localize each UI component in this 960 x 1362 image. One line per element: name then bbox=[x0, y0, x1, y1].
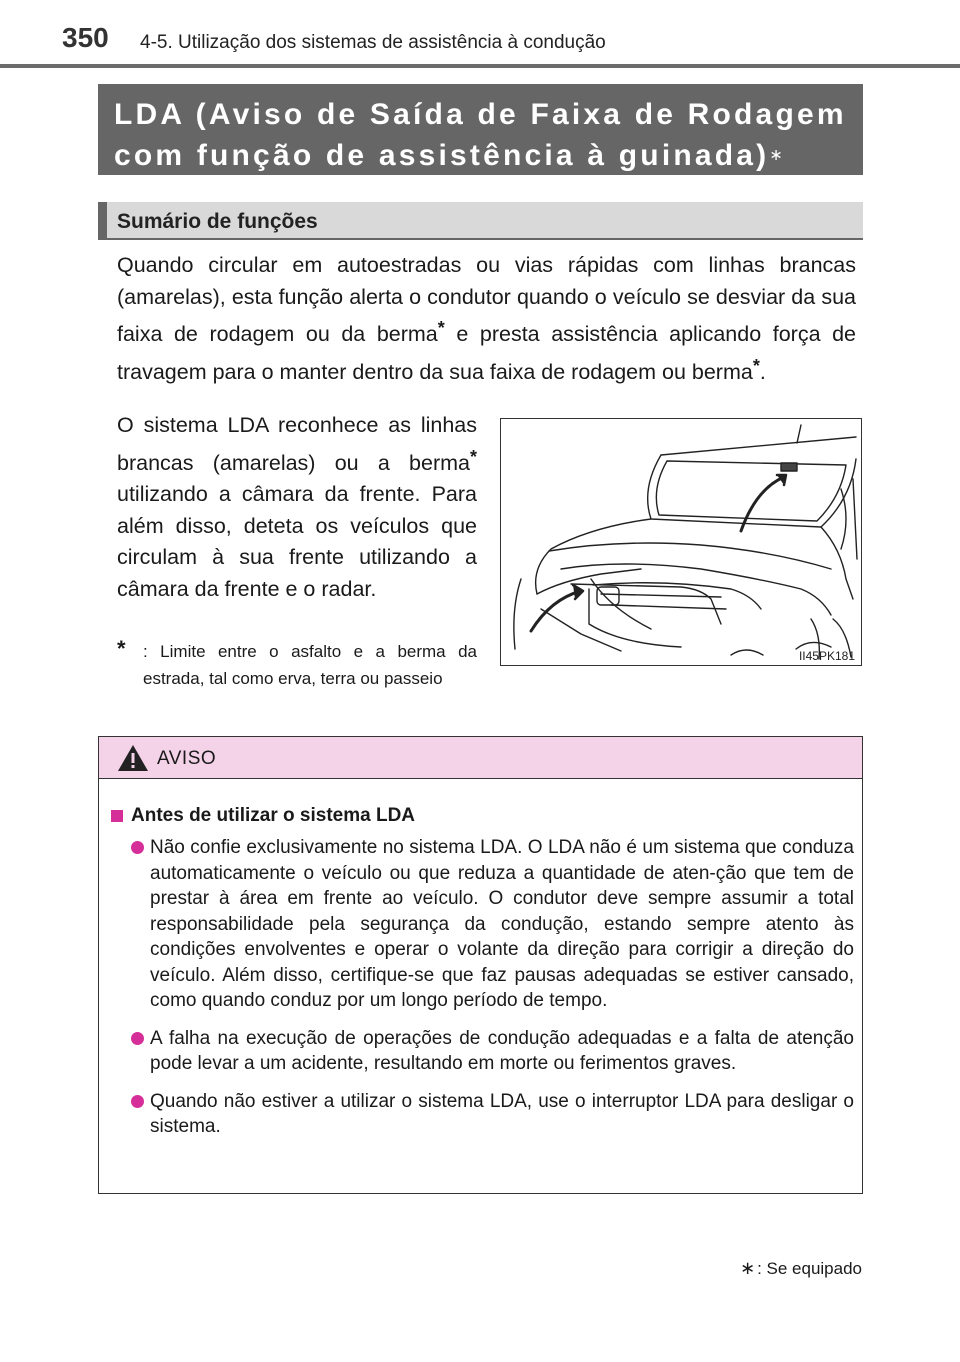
equipped-mark: ∗ bbox=[739, 1258, 756, 1278]
title-equipped-mark: ∗ bbox=[769, 147, 786, 164]
car-illustration bbox=[500, 418, 862, 666]
warning-icon bbox=[117, 744, 149, 772]
intro-text-1: Quando circular em autoestradas ou vias rápidas com linhas brancas (amarelas), esta função alerta o condutor quando o veículo se desviar da sua faixa de rodagem ou da berma bbox=[117, 253, 856, 346]
system-text-1: O sistema LDA reconhece as linhas brancas (amarelas) ou a berma bbox=[117, 413, 477, 475]
subhead: Sumário de funções bbox=[98, 202, 863, 240]
warning-header bbox=[99, 737, 862, 779]
circle-bullet-icon bbox=[131, 1032, 144, 1045]
figure-code: II45PK181 bbox=[798, 649, 855, 663]
intro-paragraph bbox=[117, 250, 856, 388]
warning-body bbox=[99, 779, 862, 1140]
intro-text-3: . bbox=[759, 359, 766, 384]
page-number: 350 bbox=[62, 22, 109, 53]
title-line-1: LDA (Aviso de Saída de Faixa de Rodagem bbox=[114, 98, 847, 131]
warning-label: AVISO bbox=[157, 748, 217, 769]
intro-star-2: * bbox=[752, 355, 760, 376]
system-text-2: utilizando a câmara da frente. Para além disso, deteta os veículos que circulam à sua frente utilizando a câmara da frente e o radar. bbox=[117, 482, 477, 601]
equipped-text: : Se equipado bbox=[757, 1259, 862, 1278]
warning-item-text: A falha na execução de operações de condução adequadas e a falta de atenção pode levar a um acidente, resultando em morte ou ferimentos graves. bbox=[150, 1027, 854, 1074]
footnote-mark: * bbox=[117, 636, 126, 661]
intro-star-1: * bbox=[437, 318, 445, 338]
car-drawing bbox=[501, 419, 861, 665]
circle-bullet-icon bbox=[131, 841, 144, 854]
warning-title bbox=[111, 805, 854, 827]
warning-item bbox=[111, 835, 854, 1014]
title-box bbox=[98, 84, 863, 175]
system-star: * bbox=[469, 446, 477, 467]
section-header: 4-5. Utilização dos sistemas de assistência à condução bbox=[140, 32, 606, 53]
circle-bullet-icon bbox=[131, 1095, 144, 1108]
warning-item-text: Quando não estiver a utilizar o sistema LDA, use o interruptor LDA para desligar o sistema. bbox=[150, 1090, 854, 1137]
title-line-2 bbox=[114, 135, 863, 176]
square-bullet-icon bbox=[111, 810, 123, 822]
title-line-2-text: com função de assistência à guinada) bbox=[114, 139, 770, 172]
system-description bbox=[117, 410, 477, 605]
warning-title-text: Antes de utilizar o sistema LDA bbox=[131, 805, 416, 826]
equipped-note bbox=[740, 1258, 862, 1279]
warning-item bbox=[111, 1089, 854, 1140]
warning-box bbox=[98, 736, 863, 1194]
warning-item bbox=[111, 1026, 854, 1077]
warning-item-text: Não confie exclusivamente no sistema LDA. O LDA não é um sistema que conduza automaticamente o veículo ou que reduza a quantidade de aten-ção que tem de prestar à área em frente ao veículo. O condutor deve sempre assumir a total responsabilidade pela segurança da condução, estando sempre atento às condições envolventes e operar o volante da direção para corrigir a direção do veículo. Além disso, certifique-se que faz pausas adequadas se estiver cansado, como quando conduz por um longo período de tempo. bbox=[150, 837, 854, 1011]
footnote-text: : Limite entre o asfalto e a berma da estrada, tal como erva, terra ou passeio bbox=[143, 642, 477, 688]
header-rule bbox=[0, 64, 960, 68]
intro-text-2: e presta assistência aplicando força de travagem para o manter dentro da sua faixa de rodagem ou berma bbox=[117, 322, 857, 384]
footnote bbox=[117, 638, 477, 692]
